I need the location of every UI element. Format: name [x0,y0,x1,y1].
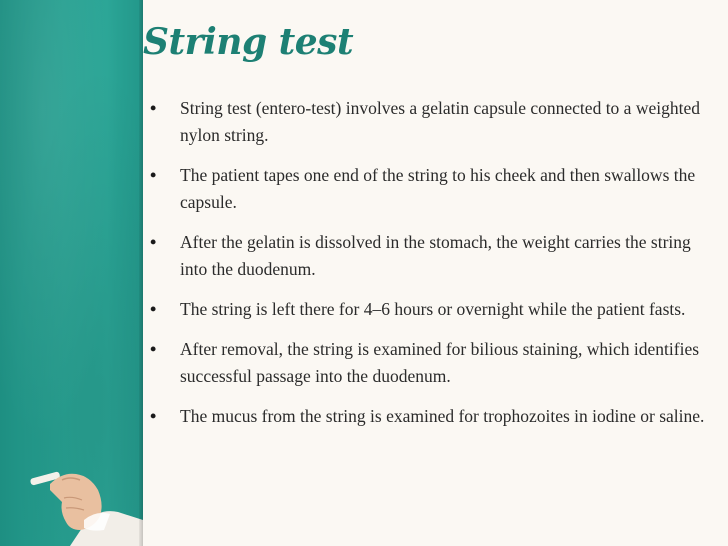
hand-with-chalk-illustration [0,450,143,546]
bullet-item [150,229,722,283]
slide-title: String test [143,21,354,63]
bullet-marker: • [150,232,157,252]
bullet-item [150,403,722,430]
bullet-marker: • [150,406,157,426]
bullet-item [150,95,722,149]
bullet-item [150,162,722,216]
bullet-marker: • [150,299,157,319]
bullet-marker: • [150,339,157,359]
bullet-text: The mucus from the string is examined for trophozoites in iodine or saline. [180,406,705,426]
bullet-text: The string is left there for 4–6 hours or overnight while the patient fasts. [180,299,686,319]
bullet-marker: • [150,165,157,185]
bullet-item [150,296,722,323]
bullet-text: String test (entero-test) involves a gelatin capsule connected to a weighted nylon string. [180,98,700,145]
bullet-text: After removal, the string is examined for bilious staining, which identifies successful passage into the duodenum. [180,339,700,386]
bullet-text: After the gelatin is dissolved in the stomach, the weight carries the string into the duodenum. [180,232,691,279]
bullet-list [150,95,722,443]
chalkboard-panel [0,0,143,546]
bullet-item [150,336,722,390]
bullet-marker: • [150,98,157,118]
bullet-text: The patient tapes one end of the string to his cheek and then swallows the capsule. [180,165,696,212]
board-edge-shadow [139,0,143,546]
